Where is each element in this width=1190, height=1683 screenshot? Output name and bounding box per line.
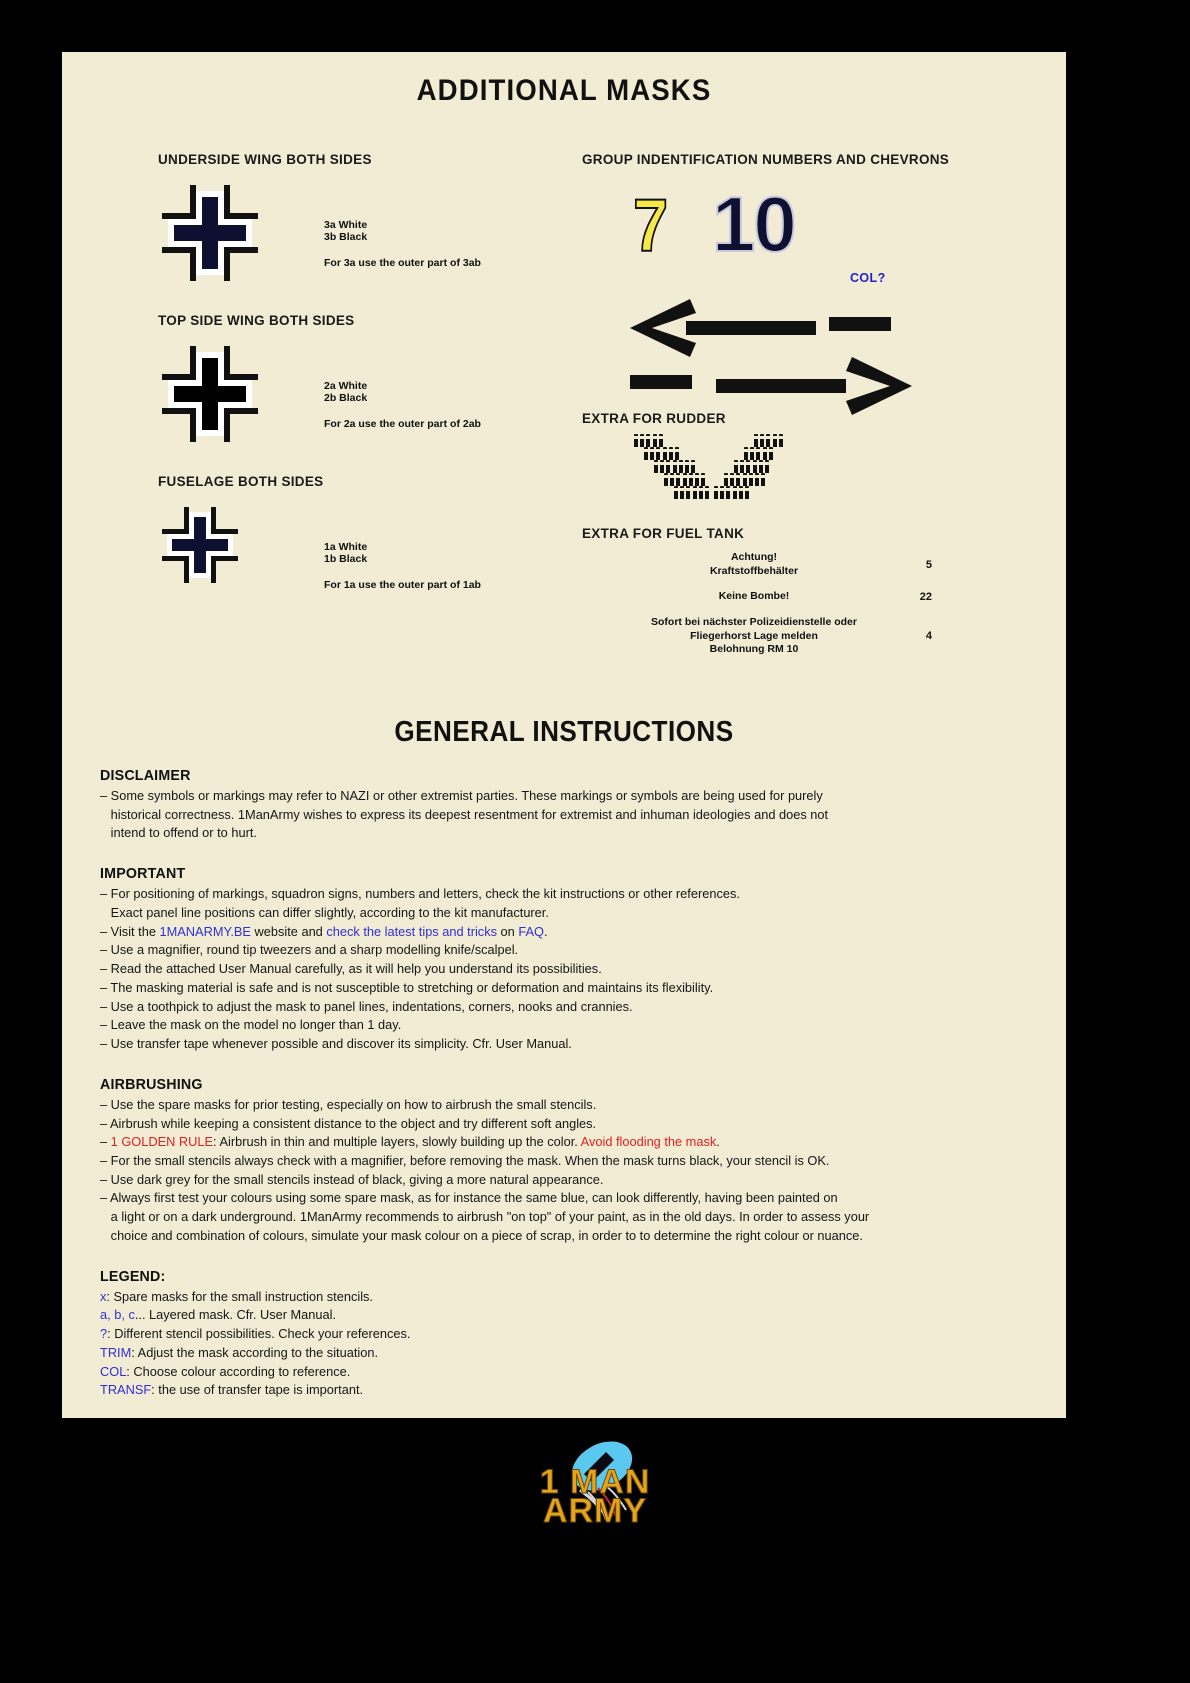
tally-mark: [779, 434, 783, 447]
tally-mark: [733, 486, 737, 499]
legend-key: TRIM: [100, 1344, 132, 1360]
general-instructions: [62, 767, 1066, 1400]
legend-key: x: [100, 1288, 107, 1304]
legend-item: [100, 1306, 1000, 1325]
text-mid: website and: [250, 923, 327, 939]
tally-mark: [740, 460, 744, 473]
general-instructions-title: GENERAL INSTRUCTIONS: [394, 716, 734, 748]
heading-airbrushing: AIRBRUSHING: [100, 1075, 203, 1093]
heading-important: IMPORTANT: [100, 865, 186, 883]
airbrushing-line: a light or on a dark underground. 1ManArmy recommends to airbrush "on top" of your paint, as in the old days. In order to assess your: [110, 1209, 870, 1225]
dash-bar-icon-2: [630, 375, 692, 391]
tally-mark: [673, 460, 677, 473]
fuel-stencil-qty: 22: [919, 591, 932, 604]
tally-mark: [685, 460, 689, 473]
tally-mark: [736, 473, 740, 486]
heading-legend: LEGEND:: [100, 1267, 166, 1285]
disclaimer-line: – Some symbols or markings may refer to NAZI or other extremist parties. These markings or symbols are being used for purely: [100, 788, 823, 803]
important-line: – Use a toothpick to adjust the mask to panel lines, indentations, corners, nooks and crannies.: [100, 998, 633, 1014]
important-line: – Use transfer tape whenever possible and discover its simplicity. Cfr. User Manual.: [100, 1036, 572, 1052]
tally-mark: [666, 460, 670, 473]
balkenkreuz-underside: [162, 185, 258, 281]
legend-list: [100, 1288, 1028, 1400]
tally-mark: [734, 460, 738, 473]
airbrushing-line: – Use dark grey for the small stencils instead of black, giving a more natural appearance.: [100, 1171, 604, 1187]
tally-row: [634, 434, 663, 447]
disclaimer-line: historical correctness. 1ManArmy wishes to express its deepest resentment for extremist and inhuman ideologies and does not: [110, 806, 829, 822]
important-line: – Leave the mask on the model no longer than 1 day.: [100, 1017, 402, 1033]
mask-footnote: For 2a use the outer part of 2ab: [324, 417, 481, 430]
chevron-left-icon: [628, 297, 858, 359]
tally-mark: [743, 473, 747, 486]
dash-bar-icon: [829, 317, 891, 333]
legend-desc: : Adjust the mask according to the situation.: [131, 1344, 379, 1360]
fuel-stencil-text: Keine Bombe!: [718, 590, 790, 603]
note-line: 2a White: [324, 380, 368, 392]
tally-row: [744, 447, 773, 460]
tally-mark: [676, 473, 680, 486]
chevron-right-icon: [714, 355, 944, 417]
tally-mark: [766, 434, 770, 447]
tally-mark: [724, 473, 728, 486]
legend-item: [100, 1288, 1000, 1307]
airbrushing-golden-rule: [100, 1133, 1000, 1152]
tally-row: [754, 434, 783, 447]
legend-desc: : Spare masks for the small instruction stencils.: [106, 1288, 373, 1304]
golden-rule-label: 1 GOLDEN RULE: [110, 1134, 214, 1150]
logo-line-1: 1 MAN: [539, 1463, 651, 1501]
tally-mark: [739, 486, 743, 499]
tally-mark: [693, 486, 697, 499]
rudder-tally-marks: [582, 434, 1032, 512]
tally-mark: [669, 447, 673, 460]
tally-mark: [730, 473, 734, 486]
mask-footnote: For 3a use the outer part of 3ab: [324, 256, 481, 269]
section-heading-numbers: GROUP INDENTIFICATION NUMBERS AND CHEVRONS: [582, 152, 950, 167]
tally-row: [664, 473, 705, 486]
fuel-tank-group: [582, 526, 1032, 657]
text-before-link: – Visit the: [100, 923, 160, 939]
fuel-stencil-text: Achtung! Kraftstoffbehälter: [709, 551, 799, 577]
balkenkreuz-topside: [162, 346, 258, 442]
tally-mark: [760, 434, 764, 447]
tally-row: [724, 473, 765, 486]
tally-mark: [640, 434, 644, 447]
note-line: 1b Black: [324, 553, 368, 566]
tally-mark: [679, 460, 683, 473]
tally-mark: [763, 447, 767, 460]
airbrushing-line: – Airbrush while keeping a consistent distance to the object and try different soft angles.: [100, 1115, 597, 1131]
legend-key: COL: [100, 1363, 127, 1379]
section-heading: UNDERSIDE WING BOTH SIDES: [158, 152, 372, 167]
heading-disclaimer: DISCLAIMER: [100, 767, 191, 784]
tally-mark: [699, 486, 703, 499]
tally-mark: [749, 473, 753, 486]
legend-key: a, b, c: [100, 1307, 135, 1323]
golden-rule-text: : Airbrush in thin and multiple layers, slowly building up the color.: [213, 1134, 581, 1150]
section-heading-fuel: EXTRA FOR FUEL TANK: [582, 526, 745, 541]
tally-mark: [756, 447, 760, 460]
important-line: – For positioning of markings, squadron signs, numbers and letters, check the kit instructions or other references.: [100, 886, 740, 902]
balkenkreuz-fuselage: [162, 507, 238, 583]
legend-desc: : Different stencil possibilities. Check your references.: [107, 1326, 411, 1342]
tally-mark: [726, 486, 730, 499]
airbrushing-line: – Always first test your colours using some spare mask, as for instance the same blue, can look differently, having been painted on: [100, 1190, 838, 1206]
tally-mark: [653, 434, 657, 447]
tally-mark: [705, 486, 709, 499]
chevron-markings: [582, 295, 1032, 405]
tally-row: [734, 460, 769, 473]
mask-footnote: For 1a use the outer part of 1ab: [324, 578, 481, 591]
tally-mark: [674, 486, 678, 499]
right-column: [582, 152, 1032, 669]
avoid-flooding-warning: Avoid flooding the mask: [580, 1134, 717, 1150]
legend-key: ?: [100, 1326, 108, 1342]
tally-mark: [634, 434, 638, 447]
link-tips-and-tricks[interactable]: check the latest tips and tricks: [326, 923, 498, 939]
note-line: 3a White: [324, 219, 368, 231]
tally-mark: [755, 473, 759, 486]
fuel-stencil-qty: 5: [925, 558, 932, 571]
tally-mark: [754, 434, 758, 447]
legend-desc: : Choose colour according to reference.: [126, 1363, 351, 1379]
tally-mark: [650, 447, 654, 460]
link-faq[interactable]: FAQ: [518, 923, 544, 939]
tally-mark: [646, 434, 650, 447]
tally-mark: [663, 447, 667, 460]
text-mid-2: on: [497, 923, 519, 939]
tally-mark: [744, 447, 748, 460]
section-heading: FUSELAGE BOTH SIDES: [158, 474, 324, 489]
tally-mark: [659, 434, 663, 447]
tally-mark: [746, 460, 750, 473]
important-line: – Read the attached User Manual carefully, as it will help you understand its possibilities.: [100, 961, 602, 977]
legend-desc: : the use of transfer tape is important.: [151, 1382, 364, 1398]
mask-group-top-side-wing: [158, 313, 588, 474]
legend-item: [100, 1344, 1000, 1363]
tally-mark: [750, 447, 754, 460]
important-line: – Use a magnifier, round tip tweezers and a sharp modelling knife/scalpel.: [100, 942, 519, 958]
tally-mark: [761, 473, 765, 486]
tally-mark: [765, 460, 769, 473]
legend-desc: ... Layered mask. Cfr. User Manual.: [134, 1307, 337, 1323]
tally-mark: [656, 447, 660, 460]
identification-numbers: [582, 180, 1032, 295]
section-heading: TOP SIDE WING BOTH SIDES: [158, 313, 355, 328]
mask-notes: [324, 219, 481, 269]
fuel-stencil-item: [582, 551, 1032, 578]
text-end: .: [543, 923, 548, 939]
tally-mark: [691, 460, 695, 473]
note-line: 2b Black: [324, 392, 368, 405]
important-line-with-links: [100, 923, 1000, 942]
page-title: ADDITIONAL MASKS: [416, 74, 712, 107]
note-line: 3b Black: [324, 231, 368, 244]
tally-mark: [680, 486, 684, 499]
legend-item: [100, 1325, 1000, 1344]
tally-mark: [759, 460, 763, 473]
important-line: – The masking material is safe and is not susceptible to stretching or deformation and maintains its flexibility.: [100, 979, 714, 995]
important-line: Exact panel line positions can differ slightly, according to the kit manufacturer.: [110, 904, 549, 920]
tally-row: [674, 486, 709, 499]
tally-mark: [753, 460, 757, 473]
tally-mark: [670, 473, 674, 486]
legend-item: [100, 1363, 1000, 1382]
mask-group-fuselage: [158, 474, 588, 635]
tally-mark: [769, 447, 773, 460]
fuel-stencil-qty: 4: [925, 630, 932, 643]
left-column: [158, 152, 588, 635]
dash: –: [100, 1134, 111, 1150]
tally-mark: [720, 486, 724, 499]
airbrushing-line: – Use the spare masks for prior testing, especially on how to airbrush the small stencils.: [100, 1096, 597, 1112]
brand-logo: [0, 1430, 1190, 1560]
rudder-group: [582, 411, 1032, 512]
airbrushing-line: choice and combination of colours, simulate your mask colour on a piece of scrap, in order to to determine the right colour or nuance.: [110, 1227, 863, 1243]
note-line: 1a White: [324, 541, 368, 553]
tally-mark: [714, 486, 718, 499]
fuel-stencil-item: [582, 616, 1032, 657]
tally-mark: [773, 434, 777, 447]
tally-mark: [683, 473, 687, 486]
tally-row: [654, 460, 695, 473]
fuel-stencil-list: [582, 551, 1032, 657]
tally-mark: [675, 447, 679, 460]
tally-mark: [686, 486, 690, 499]
period: .: [716, 1134, 720, 1150]
disclaimer-line: intend to offend or to hurt.: [110, 825, 257, 841]
mask-group-underside-wing: [158, 152, 588, 313]
tally-mark: [695, 473, 699, 486]
tally-mark: [660, 460, 664, 473]
airbrushing-line: – For the small stencils always check with a magnifier, before removing the mask. When the mask turns black, your stencil is OK.: [100, 1153, 830, 1169]
mask-notes: [324, 380, 481, 430]
tally-row: [644, 447, 679, 460]
tally-row: [714, 486, 749, 499]
tally-mark: [745, 486, 749, 499]
mask-notes: [324, 541, 481, 591]
logo-line-2: ARMY: [542, 1492, 648, 1531]
link-1manarmy[interactable]: 1MANARMY.BE: [159, 923, 251, 939]
number-7: 7: [633, 184, 669, 267]
legend-item: [100, 1381, 1000, 1400]
col-question-label: COL?: [850, 271, 886, 285]
masks-section: [62, 108, 1066, 708]
section-heading-rudder: EXTRA FOR RUDDER: [582, 411, 726, 426]
legend-key: TRANSF: [100, 1382, 152, 1398]
instruction-sheet: [62, 52, 1066, 1418]
tally-mark: [689, 473, 693, 486]
fuel-stencil-item: [582, 590, 1032, 604]
tally-mark: [664, 473, 668, 486]
tally-mark: [701, 473, 705, 486]
fuel-stencil-text: Sofort bei nächster Polizeidienstelle oder Fliegerhorst Lage melden Belohnung RM 10: [651, 615, 857, 656]
tally-mark: [654, 460, 658, 473]
tally-mark: [644, 447, 648, 460]
number-10: 10: [712, 180, 795, 268]
